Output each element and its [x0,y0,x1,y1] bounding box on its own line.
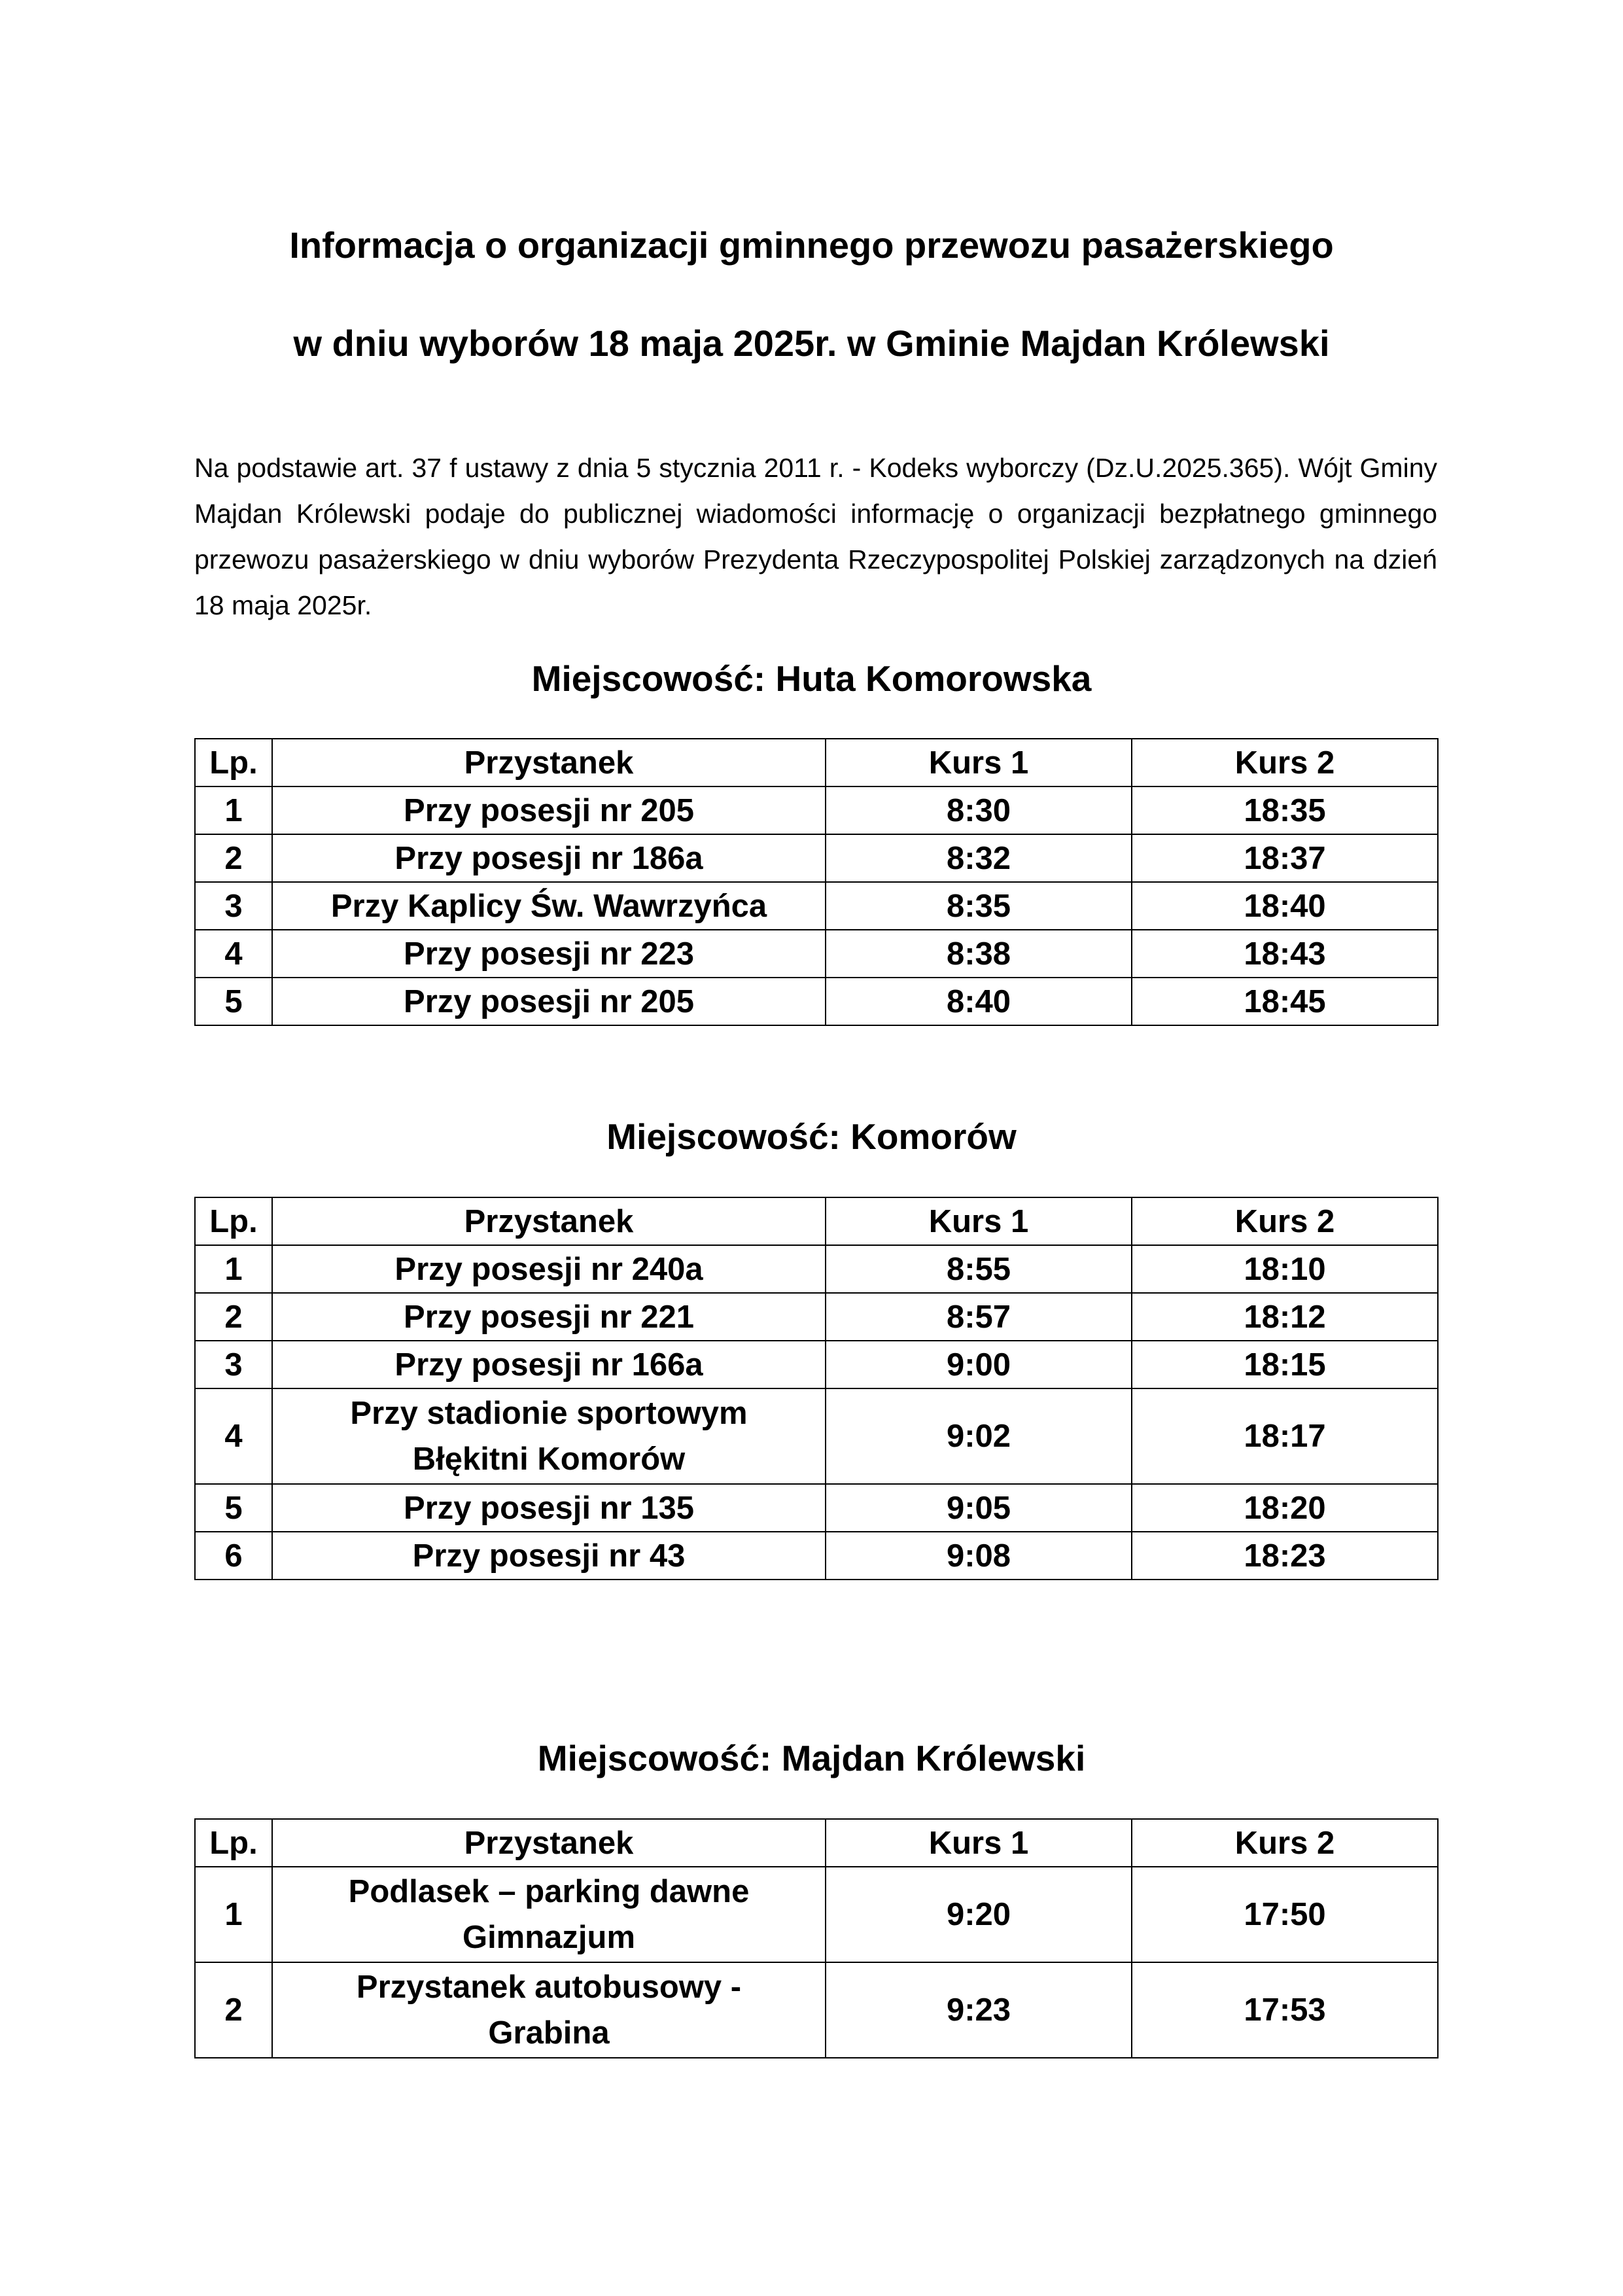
table-row [195,1388,1438,1484]
table-row [195,1245,1438,1293]
table-row [195,1341,1438,1388]
cell-stop: Przystanek autobusowy - Grabina [272,1962,826,2058]
cell-lp: 5 [195,978,272,1025]
cell-kurs2: 18:40 [1132,882,1438,930]
header-stop: Przystanek [272,1819,826,1867]
cell-kurs1: 8:38 [826,930,1132,978]
header-lp: Lp. [195,1197,272,1245]
cell-kurs2: 18:15 [1132,1341,1438,1388]
table-row [195,978,1438,1025]
schedule-table-komorow [194,1197,1439,1580]
cell-lp: 3 [195,1341,272,1388]
cell-lp: 5 [195,1484,272,1532]
cell-lp: 1 [195,786,272,834]
intro-paragraph: Na podstawie art. 37 f ustawy z dnia 5 stycznia 2011 r. - Kodeks wyborczy (Dz.U.2025.365). Wójt Gminy Majdan Królewski podaje do publicznej wiadomości informację o organizacji bezpłatnego gminnego przewozu pasażerskiego w dniu wyborów Prezydenta Rzeczypospolitej Polskiej zarządzonych na dzień 18 maja 2025r. [194,453,1437,620]
cell-kurs1: 9:08 [826,1532,1132,1580]
cell-kurs1: 9:23 [826,1962,1132,2058]
cell-stop: Przy posesji nr 205 [272,786,826,834]
table-row [195,834,1438,882]
cell-kurs2: 18:35 [1132,786,1438,834]
cell-stop: Podlasek – parking dawne Gimnazjum [272,1867,826,1962]
cell-lp: 6 [195,1532,272,1580]
cell-kurs1: 9:00 [826,1341,1132,1388]
section-title-huta-komorowska: Miejscowość: Huta Komorowska [531,658,1092,699]
header-kurs1: Kurs 1 [826,1819,1132,1867]
table-header-row [195,1197,1438,1245]
cell-stop: Przy posesji nr 166a [272,1341,826,1388]
cell-lp: 2 [195,1962,272,2058]
cell-lp: 3 [195,882,272,930]
cell-kurs1: 8:57 [826,1293,1132,1341]
header-stop: Przystanek [272,1197,826,1245]
cell-kurs1: 8:55 [826,1245,1132,1293]
schedule-table-majdan-krolewski [194,1818,1439,2058]
table-row [195,1293,1438,1341]
cell-stop: Przy posesji nr 223 [272,930,826,978]
cell-stop: Przy stadionie sportowym Błękitni Komorów [272,1388,826,1484]
cell-stop: Przy posesji nr 205 [272,978,826,1025]
header-kurs2: Kurs 2 [1132,739,1438,786]
header-kurs1: Kurs 1 [826,739,1132,786]
cell-stop: Przy Kaplicy Św. Wawrzyńca [272,882,826,930]
header-lp: Lp. [195,739,272,786]
table-header-row [195,739,1438,786]
cell-kurs2: 18:23 [1132,1532,1438,1580]
cell-stop: Przy posesji nr 240a [272,1245,826,1293]
section-title-majdan-krolewski: Miejscowość: Majdan Królewski [537,1738,1086,1778]
cell-kurs2: 18:10 [1132,1245,1438,1293]
header-kurs2: Kurs 2 [1132,1819,1438,1867]
cell-kurs1: 8:35 [826,882,1132,930]
table-row [195,882,1438,930]
title-line-1: Informacja o organizacji gminnego przewozu pasażerskiego [289,224,1334,266]
section-title-komorow: Miejscowość: Komorów [606,1116,1017,1157]
cell-kurs1: 9:05 [826,1484,1132,1532]
cell-kurs1: 8:40 [826,978,1132,1025]
cell-kurs2: 18:43 [1132,930,1438,978]
table-row [195,1867,1438,1962]
cell-kurs2: 18:45 [1132,978,1438,1025]
header-stop: Przystanek [272,739,826,786]
cell-kurs2: 18:20 [1132,1484,1438,1532]
schedule-table-huta-komorowska [194,738,1439,1026]
document-title [0,196,1623,393]
cell-stop: Przy posesji nr 221 [272,1293,826,1341]
cell-stop: Przy posesji nr 43 [272,1532,826,1580]
table-row [195,930,1438,978]
table-header-row [195,1819,1438,1867]
cell-lp: 1 [195,1245,272,1293]
header-kurs2: Kurs 2 [1132,1197,1438,1245]
table-row [195,1962,1438,2058]
cell-lp: 2 [195,1293,272,1341]
cell-lp: 4 [195,1388,272,1484]
title-line-2: w dniu wyborów 18 maja 2025r. w Gminie Majdan Królewski [293,323,1330,364]
cell-kurs2: 18:17 [1132,1388,1438,1484]
cell-stop: Przy posesji nr 135 [272,1484,826,1532]
table-row [195,786,1438,834]
cell-kurs2: 18:12 [1132,1293,1438,1341]
cell-stop: Przy posesji nr 186a [272,834,826,882]
cell-kurs1: 8:32 [826,834,1132,882]
cell-lp: 4 [195,930,272,978]
header-lp: Lp. [195,1819,272,1867]
cell-lp: 1 [195,1867,272,1962]
table-row [195,1532,1438,1580]
header-kurs1: Kurs 1 [826,1197,1132,1245]
cell-kurs1: 9:02 [826,1388,1132,1484]
cell-kurs1: 9:20 [826,1867,1132,1962]
cell-lp: 2 [195,834,272,882]
cell-kurs2: 18:37 [1132,834,1438,882]
cell-kurs1: 8:30 [826,786,1132,834]
cell-kurs2: 17:50 [1132,1867,1438,1962]
cell-kurs2: 17:53 [1132,1962,1438,2058]
table-row [195,1484,1438,1532]
